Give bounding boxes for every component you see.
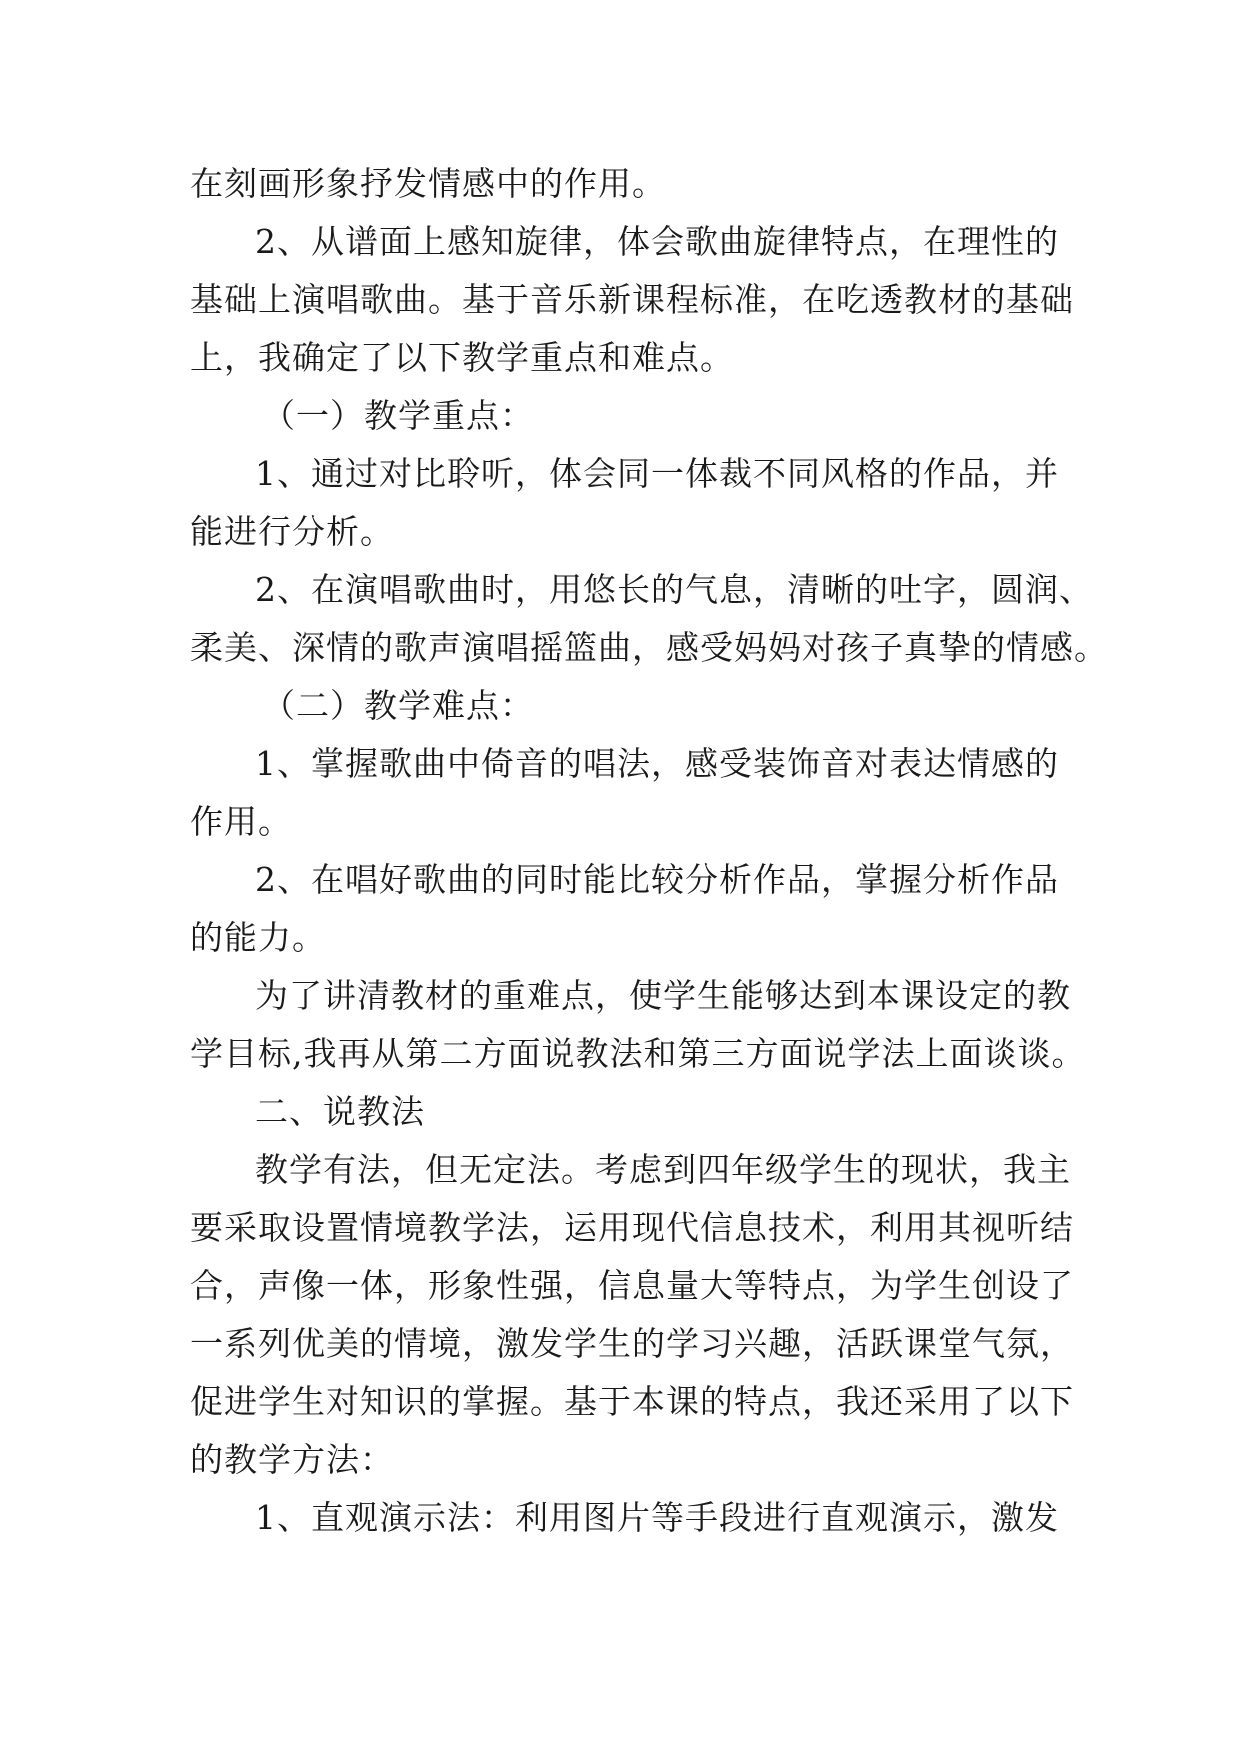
- text-line: 上，我确定了以下教学重点和难点。: [190, 338, 734, 377]
- section-heading: （一）教学重点：: [262, 396, 534, 435]
- section-heading: （二）教学难点：: [262, 686, 534, 725]
- text-line: 1、掌握歌曲中倚音的唱法，感受装饰音对表达情感的: [255, 744, 1059, 783]
- text-line: 要采取设置情境教学法，运用现代信息技术，利用其视听结: [190, 1208, 1074, 1247]
- text-line: 的能力。: [190, 918, 326, 957]
- text-line: 基础上演唱歌曲。基于音乐新课程标准，在吃透教材的基础: [190, 280, 1074, 319]
- text-line: 2、从谱面上感知旋律，体会歌曲旋律特点，在理性的: [255, 222, 1059, 261]
- text-line: 一系列优美的情境，激发学生的学习兴趣，活跃课堂气氛，: [190, 1324, 1074, 1363]
- section-heading: 二、说教法: [255, 1092, 425, 1131]
- text-line: 1、直观演示法：利用图片等手段进行直观演示，激发: [255, 1498, 1059, 1537]
- text-line: 2、在演唱歌曲时，用悠长的气息，清晰的吐字，圆润、: [255, 570, 1093, 609]
- text-line: 在刻画形象抒发情感中的作用。: [190, 164, 666, 203]
- text-line: 作用。: [190, 802, 292, 841]
- text-line: 教学有法，但无定法。考虑到四年级学生的现状，我主: [255, 1150, 1071, 1189]
- text-line: 2、在唱好歌曲的同时能比较分析作品，掌握分析作品: [255, 860, 1059, 899]
- text-line: 促进学生对知识的掌握。基于本课的特点，我还采用了以下: [190, 1382, 1074, 1421]
- text-line: 学目标,我再从第二方面说教法和第三方面说学法上面谈谈。: [190, 1034, 1086, 1073]
- text-line: 1、通过对比聆听，体会同一体裁不同风格的作品，并: [255, 454, 1059, 493]
- text-line: 的教学方法：: [190, 1440, 394, 1479]
- text-line: 能进行分析。: [190, 512, 394, 551]
- text-line: 为了讲清教材的重难点，使学生能够达到本课设定的教: [255, 976, 1071, 1015]
- text-line: 柔美、深情的歌声演唱摇篮曲，感受妈妈对孩子真挚的情感。: [190, 628, 1108, 667]
- text-line: 合，声像一体，形象性强，信息量大等特点，为学生创设了: [190, 1266, 1074, 1305]
